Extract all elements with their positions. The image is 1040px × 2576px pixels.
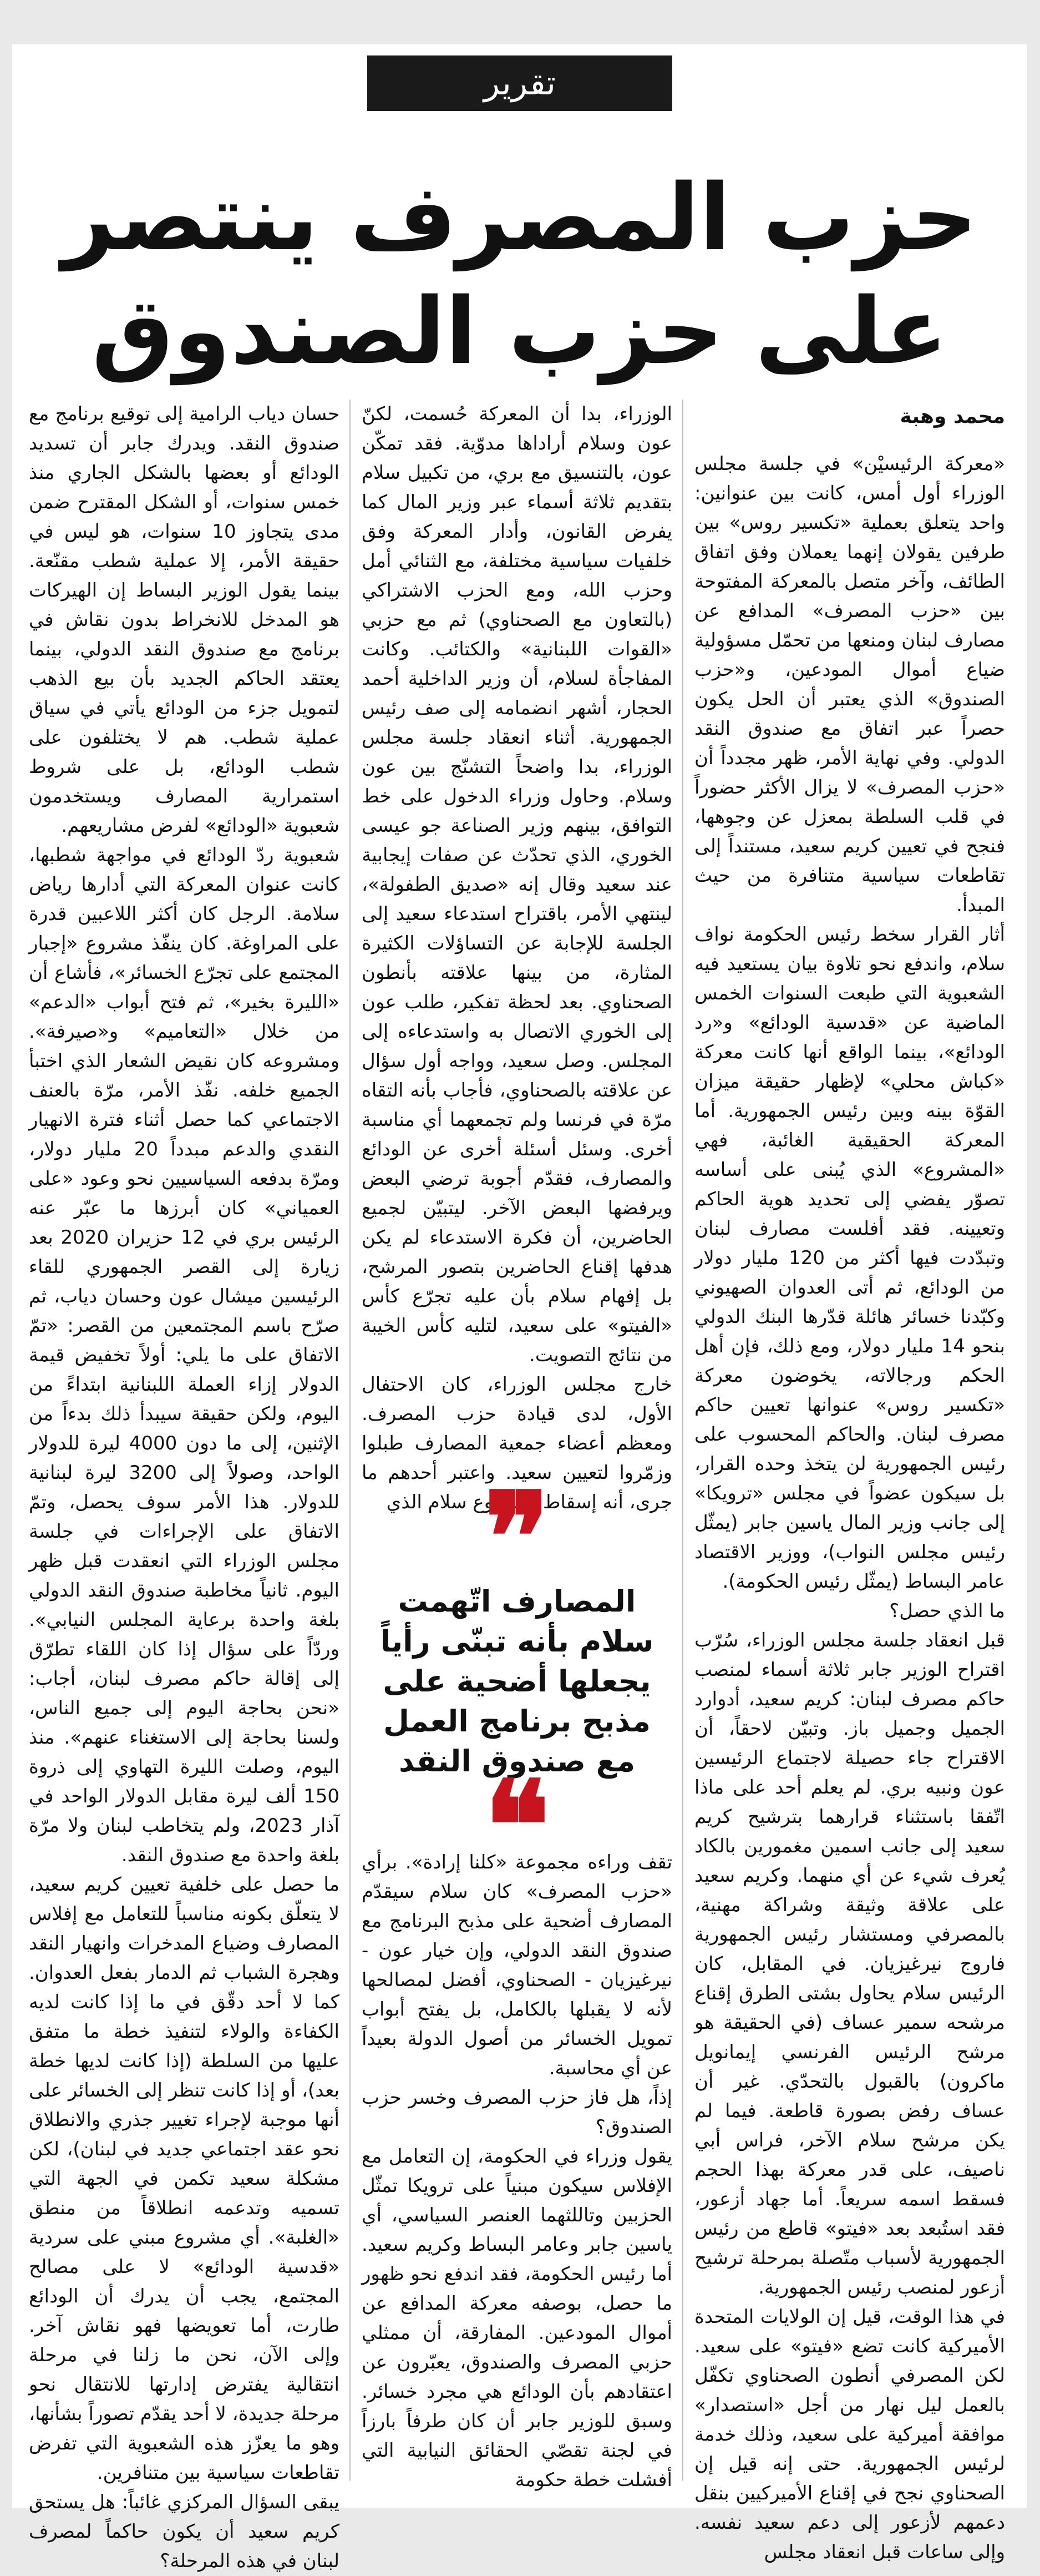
headline — [51, 161, 988, 388]
section-tag: تقرير — [367, 55, 672, 111]
pull-quote-text: المصارف اتّهمت سلام بأنه تبنّى رأياً يجعلها أضحية على مذبح برنامج العمل مع صندوق النقد — [380, 1584, 654, 1779]
article-column-right — [694, 449, 1005, 2563]
column-divider — [682, 400, 683, 2481]
column-text: «معركة الرئيسيْن» في جلسة مجلس الوزراء أول أمس، كانت بين عنوانين: واحد يتعلق بعملية «تكسير روس» بين طرفين يقولان إنهما يعملان وفق اتفاق الطائف، وآخر متصل بالمعركة المفتوحة بين «حزب المصرف» المدافع عن مصارف لبنان ومنعها من تحمّل مسؤولية ضياع أموال المودعين، و«حزب الصندوق» الذي يعتبر أن الحل يكون حصراً عبر اتفاق مع صندوق النقد الدولي. وفي نهاية الأمر، ظهر مجدداً أن «حزب المصرف» لا يزال الأكثر حضوراً في قلب السلطة بمعزل عن وجوهها، فنجح في تعيين كريم سعيد، مستنداً إلى تقاطعات سياسية متنافرة من حيث المبدأ. أثار القرار سخط رئيس الحكومة نواف سلام، واندفع نحو تلاوة بيان يستعيد فيه الشعبوية التي طبعت السنوات الخمس الماضية عن «قدسية الودائع» و«رد الودائع»، بينما الواقع أنها كانت معركة «كباش محلي» لإظهار حقيقة ميزان القوّة بينه وبين رئيس الجمهورية. أما المعركة الحقيقية الغائبة، فهي «المشروع» الذي يُبنى على أساسه تصوّر يفضي إلى تحديد هوية الحاكم وتعيينه. فقد أفلست مصارف لبنان وتبدّدت فيها أكثر من 120 مليار دولار من الودائع، ثم أتى العدوان الصهيوني وكبّدنا خسائر هائلة قدّرها البنك الدولي بنحو 14 مليار دولار، ومع ذلك، فإن أهل الحكم ورجالاته، يخوضون معركة «تكسير روس» عنوانها تعيين حاكم مصرف لبنان. والحاكم المحسوب على رئيس الجمهورية لن يتخذ وحده القرار، بل سيكون عضواً في مجلس «ترويكا» إلى جانب وزير المال ياسين جابر (يمثّل رئيس مجلس النواب)، ووزير الاقتصاد عامر البساط (يمثّل رئيس الحكومة). ما الذي حصل؟ قبل انعقاد جلسة مجلس الوزراء، سُرّب اقتراح الوزير جابر ثلاثة أسماء لمنصب حاكم مصرف لبنان: كريم سعيد، أدوارد الجميل وجميل باز. وتبيّن لاحقاً، أن الاقتراح جاء حصيلة لاجتماع الرئيسين عون ونبيه بري. لم يعلم أحد على ماذا اتّفقا باستثناء قرارهما بترشيح كريم سعيد إلى جانب اسمين مغمورين بالكاد يُعرف شيء عن أي منهما. وكريم سعيد على علاقة وثيقة وشراكة مهنية، بالمصرفي ومستشار رئيس الجمهورية فاروج نيرغيزيان. في المقابل، كان الرئيس سلام يحاول بشتى الطرق إقناع مرشحه سمير عساف (في الحقيقة هو مرشح الرئيس الفرنسي إيمانويل ماكرون) بالقبول بالتحدّي. غير أن عساف رفض بصورة قاطعة. فيما لم يكن مرشح سلام الآخر، فراس أبي ناصيف، على قدر معركة بهذا الحجم فسقط اسمه سريعاً. أما جهاد أزعور، فقد استُبعد بعد «فيتو» قاطع من رئيس الجمهورية لأسباب متّصلة بمرحلة ترشيح أزعور لمنصب رئيس الجمهورية. في هذا الوقت، قيل إن الولايات المتحدة الأميركية كانت تضع «فيتو» على سعيد. لكن المصرفي أنطون الصحناوي تكفّل بالعمل ليل نهار من أجل «استصدار» موافقة أميركية على سعيد، وذلك خدمة لرئيس الجمهورية. حتى إنه قيل إن الصحناوي نجح في إقناع الأميركيين بنقل دعمهم لأزعور إلى دعم سعيد نفسه. وإلى ساعات قبل انعقاد مجلس — [694, 453, 1005, 2563]
article-column-left — [29, 400, 340, 2572]
headline-line-2: على حزب الصندوق — [92, 278, 948, 385]
column-text: حسان دياب الرامية إلى توقيع برنامج مع صندوق النقد. ويدرك جابر أن تسديد الودائع أو بعضها بالشكل الجاري منذ خمس سنوات، أو الشكل المقترح ضمن مدى يتجاوز 10 سنوات، هو ليس في حقيقة الأمر، إلا عملية شطب مقنّعة. بينما يقول الوزير البساط إن الهيركات هو المدخل للانخراط بدون نقاش في برنامج مع صندوق النقد الدولي، بينما يعتقد الحاكم الجديد بأن بيع الذهب لتمويل جزء من الودائع يأتي في سياق عملية شطب. هم لا يختلفون على شطب الودائع، بل على شروط استمرارية المصارف ويستخدمون شعبوية «الودائع» لفرض مشاريعهم. شعبوية ردّ الودائع في مواجهة شطبها، كانت عنوان المعركة التي أدارها رياض سلامة. الرجل كان أكثر اللاعبين قدرة على المراوغة. كان ينفّذ مشروع «إجبار المجتمع على تجرّع الخسائر»، فأشاع أن «الليرة بخير»، ثم فتح أبواب «الدعم» من خلال «التعاميم» و«صيرفة». ومشروعه كان نقيض الشعار الذي اختبأ الجميع خلفه. نفّذ الأمر، مرّة بالعنف الاجتماعي كما حصل أثناء فترة الانهيار النقدي والدعم مبدداً 20 مليار دولار، ومرّة بدفعه السياسيين نحو وعود «على العمياني» كان أبرزها ما عبّر عنه الرئيس بري في 12 حزيران 2020 بعد زيارة إلى القصر الجمهوري للقاء الرئيسين ميشال عون وحسان دياب، ثم صرّح باسم المجتمعين من القصر: «تمّ الاتفاق على ما يلي: أولاً تخفيض قيمة الدولار إزاء العملة اللبنانية ابتداءً من اليوم، ولكن حقيقة سيبدأ ذلك بدءاً من الإثنين، إلى ما دون 4000 ليرة للدولار الواحد، وصولاً إلى 3200 ليرة لبنانية للدولار. هذا الأمر سوف يحصل، وتمّ الاتفاق على الإجراءات في جلسة مجلس الوزراء التي انعقدت قبل ظهر اليوم. ثانياً مخاطبة صندوق النقد الدولي بلغة واحدة برعاية المجلس النيابي». وردّاً على سؤال إذا كان اللقاء تطرّق إلى إقالة حاكم مصرف لبنان، أجاب: «نحن بحاجة اليوم إلى جميع الناس، ولسنا بحاجة إلى الاستغناء عنهم». منذ اليوم، وصلت الليرة التهاوي إلى ذروة 150 ألف ليرة مقابل الدولار الواحد في آذار 2023، ولم يتخاطب لبنان ولا مرّة بلغة واحدة مع صندوق النقد. ما حصل على خلفية تعيين كريم سعيد، لا يتعلّق بكونه مناسباً للتعامل مع إفلاس المصارف وضياع المدخرات وانهيار النقد وهجرة الشباب ثم الدمار بفعل العدوان. كما لا أحد دقّق في ما إذا كانت لديه الكفاءة والولاء لتنفيذ خطة ما متفق عليها من السلطة (إذا كانت لديها خطة بعد)، أو إذا كانت تنظر إلى الخسائر على أنها موجبة لإجراء تغيير جذري والانطلاق نحو عقد اجتماعي جديد في لبنان)، لكن مشكلة سعيد تكمن في الجهة التي تسميه وتدعمه انطلاقاً من منطق «الغلبة». أي مشروع مبني على سردية «قدسية الودائع» لا على مصالح المجتمع، يجب أن يدرك أن الودائع طارت، أما تعويضها فهو نقاش آخر. وإلى الآن، نحن ما زلنا في مرحلة انتقالية يفترض إدارتها للانتقال نحو مرحلة جديدة، لا أحد يقدّم تصوراً بشأنها، وهو ما يعزّز هذه الشعبوية التي تفرض تقاطعات سياسية بين متنافرين. يبقى السؤال المركزي غائباً: هل يستحق كريم سعيد أن يكون حاكماً لمصرف لبنان في هذه المرحلة؟ — [29, 403, 340, 2572]
author-byline: محمد وهبة — [900, 405, 1005, 428]
article-column-middle-lower — [362, 1848, 672, 2491]
column-divider — [349, 400, 351, 2481]
article-column-middle — [362, 400, 672, 1548]
headline-line-1: حزب المصرف ينتصر — [62, 164, 978, 271]
close-quote-icon: ❝ — [484, 1754, 550, 1897]
open-quote-icon: ❞ — [484, 1465, 550, 1609]
column-text: تقف وراءه مجموعة «كلنا إرادة». برأي «حزب المصرف» كان سلام سيقدّم المصارف أضحية على مذبح البرنامج مع صندوق النقد الدولي، وإن خيار عون - نيرغيزيان - الصحناوي، أفضل لمصالحها لأنه لا يقبلها بالكامل، بل يفتح أبواب تمويل الخسائر من أصول الدولة بعيداً عن أي محاسبة. إذاً، هل فاز حزب المصرف وخسر حزب الصندوق؟ يقول وزراء في الحكومة، إن التعامل مع الإفلاس سيكون مبنياً على ترويكا تمثّل الحزبين وتاللثهما العنصر السياسي، أي ياسين جابر وعامر البساط وكريم سعيد. أما رئيس الحكومة، فقد اندفع نحو ظهور ما حصل، بوصفه معركة المدافع عن أموال المودعين. المفارقة، أن ممثلي حزبي المصرف والصندوق، يعبّرون عن اعتقادهم بأن الودائع هي مجرد خسائر. وسبق للوزير جابر أن كان طرفاً بارزاً في لجنة تقصّي الحقائق النيابية التي أفشلت خطة حكومة — [362, 1851, 672, 2491]
article-page — [12, 44, 1027, 2572]
pull-quote — [362, 1465, 672, 1897]
column-text: الوزراء، بدا أن المعركة حُسمت، لكنّ عون وسلام أراداها مدوّية. فقد تمكّن عون، بالتنسيق مع بري، من تكبيل سلام بتقديم ثلاثة أسماء عبر وزير المال كما يفرض القانون، وأدار المعركة وفق خلفيات سياسية مختلفة، مع الثنائي أمل وحزب الله، ومع الحزب الاشتراكي (بالتعاون مع الصحناوي) ثم مع حزبي «القوات اللبنانية» والكتائب. وكانت المفاجأة لسلام، أن وزير الداخلية أحمد الحجار، أشهر انضمامه إلى صف رئيس الجمهورية. أثناء انعقاد جلسة مجلس الوزراء، بدا واضحاً التشنّج بين عون وسلام. وحاول وزراء الدخول على خط التوافق، بينهم وزير الصناعة جو عيسى الخوري، الذي تحدّث عن صفات إيجابية عند سعيد وقال إنه «صديق الطفولة»، لينتهي الأمر، باقتراح استدعاء سعيد إلى الجلسة للإجابة عن التساؤلات الكثيرة المثارة، من بينها علاقته بأنطون الصحناوي. بعد لحظة تفكير، طلب عون إلى الخوري الاتصال به واستدعاءه إلى المجلس. وصل سعيد، وواجه أول سؤال عن علاقته بالصحناوي، فأجاب بأنه التقاه مرّة في فرنسا ولم تجمعهما أي مناسبة أخرى. وسئل أسئلة أخرى عن الودائع والمصارف، فقدّم أجوبة ترضي البعض ويرفضها البعض الآخر. ليتبيّن لجميع الحاضرين، أن فكرة الاستدعاء لم يكن هدفها إقناع الحاضرين بتصور المرشح، بل إفهام سلام بأن عليه تجرّع كأس «الفيتو» على سعيد، لتليه كأس الخيبة من نتائج التصويت. خارج مجلس الوزراء، كان الاحتفال الأول، لدى قيادة حزب المصرف. ومعظم أعضاء جمعية المصارف طبلوا وزمّروا لتعيين سعيد. واعتبر أحدهم ما جرى، أنه إسقاط لمشروع سلام الذي — [362, 403, 672, 1513]
